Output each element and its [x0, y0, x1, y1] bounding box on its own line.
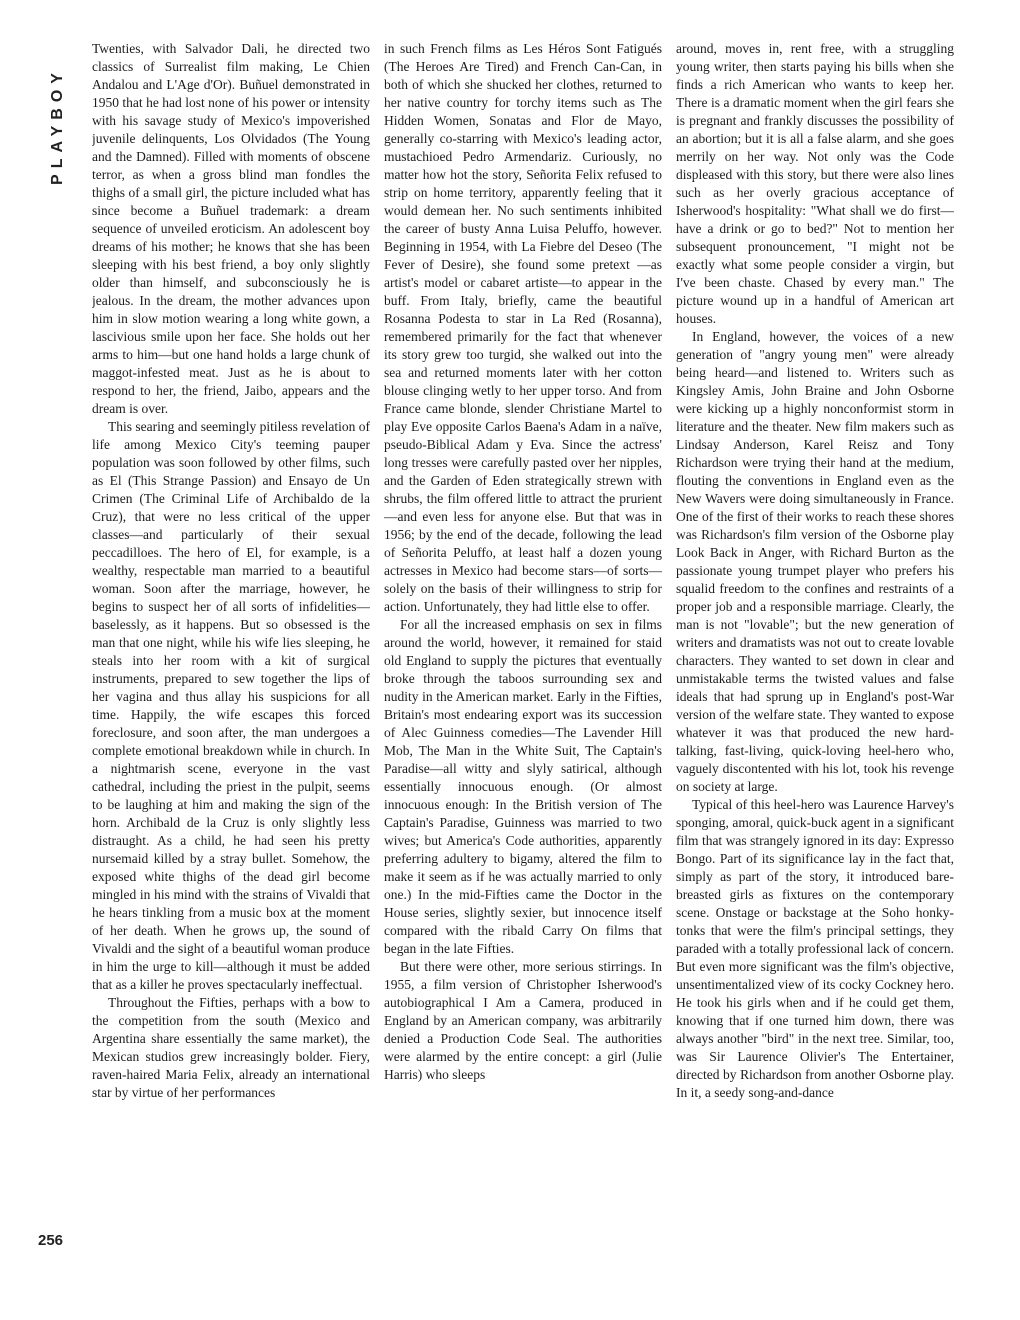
- paragraph: This searing and seemingly pitiless revelation of life among Mexico City's teeming pauper population was soon followed by other films, such as El (This Strange Passion) and Ensayo de Un Crimen (The Criminal Life of Archibaldo de la Cruz), that were no less critical of the upper classes—and particularly of their sexual peccadilloes. The hero of El, for example, is a wealthy, respectable man married to a beautiful woman. Soon after the marriage, however, he begins to suspect her of all sorts of infidelities—baselessly, as it happens. But so obsessed is the man that one night, while his wife lies sleeping, he steals into her room with a kit of surgical instruments, prepared to sew together the lips of her vagina and thus allay his suspicions for all time. Happily, the wife escapes this forced foreclosure, and soon after, the man undergoes a complete emotional breakdown while in church. In a nightmarish scene, everyone in the vast cathedral, including the priest in the pulpit, seems to be laughing at him and making the sign of the horn. Archibald de la Cruz is only slightly less distraught. As a child, he had seen his pretty nursemaid killed by a stray bullet. Somehow, the exposed white thighs of the dead girl become mingled in his mind with the strains of Vivaldi that he hears tinkling from a music box at the moment of her death. When he grows up, the sound of Vivaldi and the sight of a beautiful woman produce in him the urge to kill—although it must be added that as a killer he proves spectacularly ineffectual.: [92, 419, 370, 992]
- paragraph: Typical of this heel-hero was Laurence Harvey's sponging, amoral, quick-buck agent in a significant film that was strangely ignored in its day: Expresso Bongo. Part of its significance lay in the fact that, simply as part of the story, it introduced bare-breasted girls as fixtures on the contemporary scene. Onstage or backstage at the Soho honky-tonks that were the film's principal settings, they paraded with a totally professional lack of concern. But even more significant was the film's objective, unsentimentalized view of its cocky Cockney hero. He took his girls when and if he could get them, knowing that if one turned him down, there was always another "bird" in the next tree. Similar, too, was Sir Laurence Olivier's The Entertainer, directed by Richardson from another Osborne play. In it, a seedy song-and-dance: [676, 797, 954, 1100]
- paragraph: For all the increased emphasis on sex in films around the world, however, it remained for staid old England to supply the pictures that eventually broke through the taboos surrounding sex and nudity in the American market. Early in the Fifties, Britain's most endearing export was its succession of Alec Guinness comedies—The Lavender Hill Mob, The Man in the White Suit, The Captain's Paradise—all witty and slyly satirical, although essentially innocuous enough. (Or almost innocuous enough: In the British version of The Captain's Paradise, Guinness was married to two wives; but America's Code authorities, apparently preferring adultery to bigamy, altered the film to make it seem as if he was actually married to only one.) In the mid-Fifties came the Doctor in the House series, slightly sexier, but innocence itself compared with the ribald Carry On films that began in the late Fifties.: [384, 617, 662, 956]
- paragraph: But there were other, more serious stirrings. In 1955, a film version of Christopher Isherwood's autobiographical I Am a Camera, produced in England by an American company, was arbitrarily denied a Production Code Seal. The authorities were alarmed by the entire concept: a girl (Julie Harris) who sleeps: [384, 959, 662, 1082]
- paragraph: Twenties, with Salvador Dali, he directed two classics of Surrealist film making, Le Chien Andalou and L'Age d'Or). Buñuel demonstrated in 1950 that he had lost none of his power or intensity with his savage study of Mexico's impoverished juvenile delinquents, Los Olvidados (The Young and the Damned). Filled with moments of obscene terror, as when a gross blind man fondles the thighs of a small girl, the picture included what has since become a Buñuel trademark: a dream sequence of unveiled eroticism. An adolescent boy dreams of his mother; he knows that she has been sleeping with his best friend, a boy only slightly older than himself, and subconsciously he is jealous. In the dream, the mother advances upon him in slow motion wearing a long white gown, a lascivious smile upon her face. She holds out her arms to him—but one hand holds a large chunk of maggot-infested meat. Just as he is about to respond to her, the friend, Jaibo, appears and the dream is over.: [92, 41, 370, 416]
- magazine-sidebar-label: [38, 46, 78, 206]
- paragraph: In England, however, the voices of a new generation of "angry young men" were already being heard—and listened to. Writers such as Kingsley Amis, John Braine and John Osborne were kicking up a highly nonconformist storm in literature and the theater. New film makers such as Lindsay Anderson, Karel Reisz and Tony Richardson were trying their hand at the medium, flouting the conventions in England even as the New Wavers were doing simultaneously in France. One of the first of their works to reach these shores was Richardson's film version of the Osborne play Look Back in Anger, with Richard Burton as the passionate young trumpet player who prefers his squalid freedom to the confines and restraints of a proper job and a responsible marriage. Clearly, the man is not "lovable"; but the new generation of writers and dramatists was not out to create lovable characters. They wanted to set down in clear and unmistakable terms the twisted values and false ideals that had sprung up in England's post-War version of the welfare state. They wanted to expose whatever it was that produced the new hard-talking, fast-living, quick-loving heel-hero who, vaguely discontented with his lot, took his revenge on society at large.: [676, 329, 954, 794]
- text-column-3: [676, 40, 954, 1280]
- text-column-1: [92, 40, 370, 1280]
- paragraph: around, moves in, rent free, with a struggling young writer, then starts paying his bills when she finds a rich American who wants to keep her. There is a dramatic moment when the girl fears she is pregnant and frankly discusses the possibility of an abortion; but it is all a false alarm, and she goes merrily on her way. Not only was the Code displeased with this story, but there were also lines such as her overly gracious acceptance of Isherwood's hospitality: "What shall we do first—have a drink or go to bed?" Not to mention her subsequent pronouncement, "I might not be exactly what some people consider a virgin, but I've been chaste. Chased by every man." The picture wound up in a handful of American art houses.: [676, 41, 954, 326]
- page-number: 256: [38, 1232, 64, 1249]
- magazine-name: PLAYBOY: [49, 67, 66, 185]
- paragraph: Throughout the Fifties, perhaps with a bow to the competition from the south (Mexico and Argentina share essentially the same market), the Mexican studios grew increasingly bolder. Fiery, raven-haired Maria Felix, already an international star by virtue of her performances: [92, 995, 370, 1100]
- text-column-2: [384, 40, 662, 1280]
- paragraph: in such French films as Les Héros Sont Fatigués (The Heroes Are Tired) and French Can-Can, in both of which she shucked her clothes, returned to her native country for torchy items such as The Hidden Women, Sonatas and Flor de Mayo, generally co-starring with Mexico's leading actor, mustachioed Pedro Armendariz. Curiously, no matter how hot the story, Señorita Felix refused to strip on home territory, apparently feeling that it would demean her. No such sentiments inhibited the career of busty Anna Luisa Peluffo, however. Beginning in 1954, with La Fiebre del Deseo (The Fever of Desire), she found some pretext —as artist's model or cabaret artiste—to appear in the buff. From Italy, briefly, came the beautiful Rosanna Podesta to star in La Red (Rosanna), remembered primarily for the fact that whenever its story grew too turgid, she walked out into the sea and returned moments later with her cotton blouse clinging wetly to her upper torso. And from France came blonde, slender Christiane Martel to play Eve opposite Carlos Baena's Adam in a naïve, pseudo-Biblical Adam y Eva. Since the actress' long tresses were carefully pasted over her nipples, and the Garden of Eden strategically strewn with shrubs, the film offered little to attract the prurient—and even less for anyone else. But that was in 1956; by the end of the decade, following the lead of Señorita Peluffo, at least half a dozen young actresses in Mexico had become stars—of sorts—solely on the basis of their willingness to strip for action. Unfortunately, they had little else to offer.: [384, 41, 662, 614]
